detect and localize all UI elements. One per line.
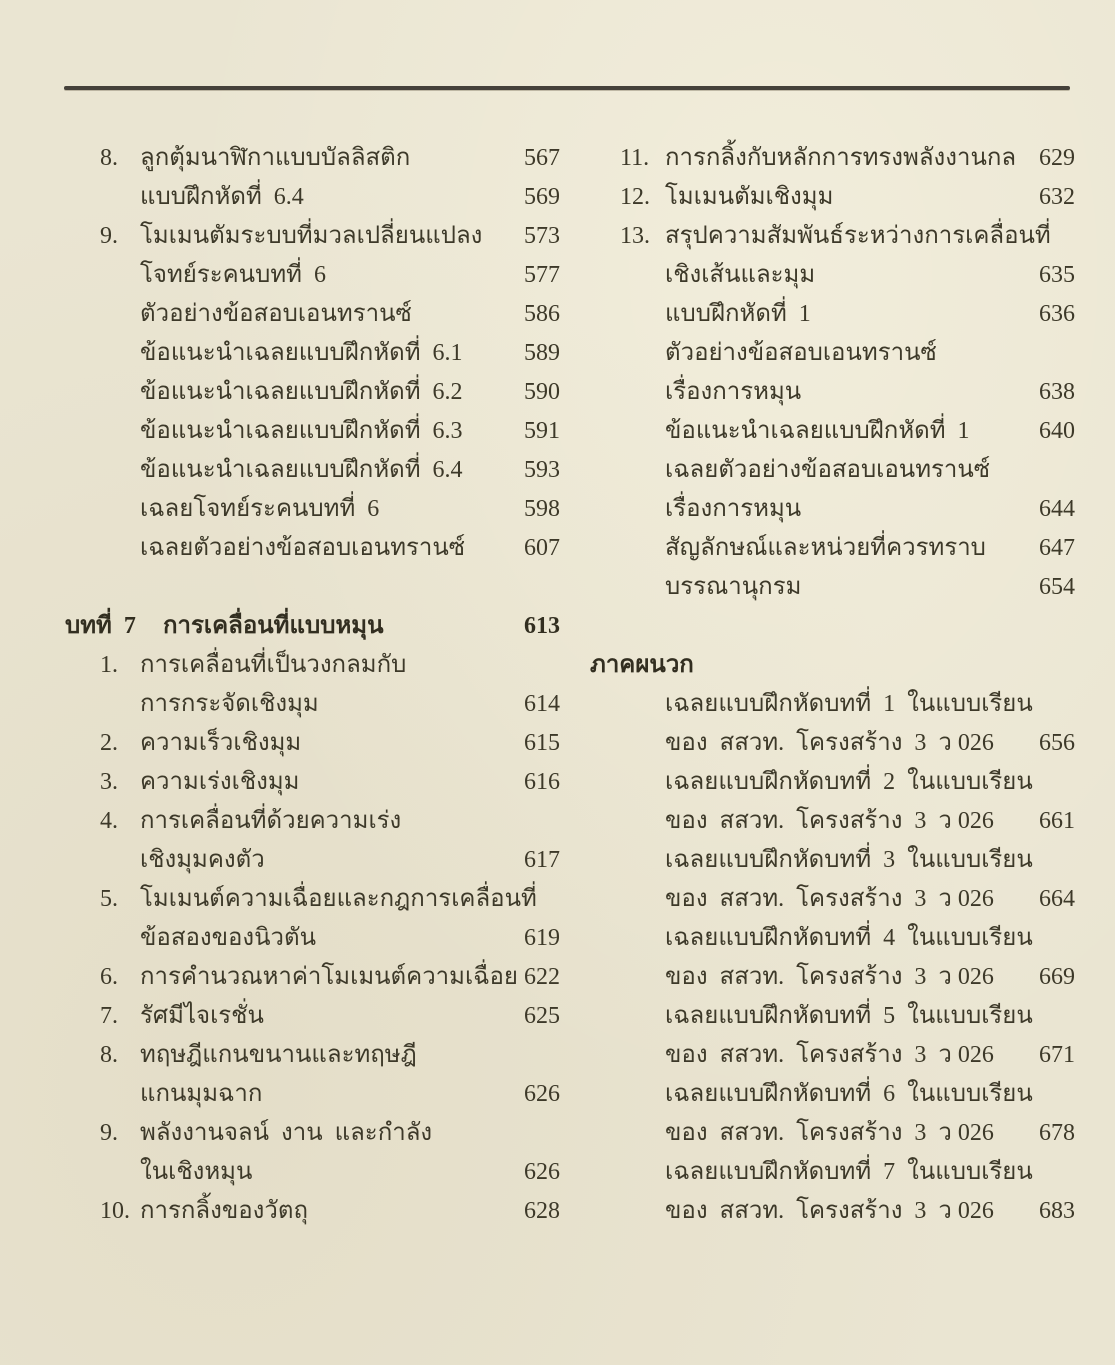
toc-entry-row (65, 1193, 560, 1232)
entry-title: ข้อแนะนำเฉลยแบบฝึกหัดที่ 6.3 (140, 418, 463, 444)
entry-title: สัญลักษณ์และหน่วยที่ควรทราบ (665, 535, 986, 561)
entry-page-number: 589 (524, 340, 560, 366)
toc-entry-row (65, 998, 560, 1037)
entry-title: เชิงมุมคงตัว (140, 847, 265, 873)
toc-entry-row (65, 257, 560, 296)
entry-page-number: 617 (524, 847, 560, 873)
entry-title: แบบฝึกหัดที่ 1 (665, 301, 811, 327)
entry-title: การเคลื่อนที่ด้วยความเร่ง (140, 808, 402, 834)
entry-page-number: 671 (1039, 1042, 1075, 1068)
entry-title: โจทย์ระคนบทที่ 6 (140, 262, 326, 288)
entry-title: แบบฝึกหัดที่ 6.4 (140, 184, 304, 210)
toc-entry-row (590, 179, 1075, 218)
entry-title: รัศมีไจเรชั่น (140, 1003, 264, 1029)
entry-title: ความเร่งเชิงมุม (140, 769, 300, 795)
entry-page-number: 656 (1039, 730, 1075, 756)
entry-title: ข้อแนะนำเฉลยแบบฝึกหัดที่ 6.1 (140, 340, 463, 366)
toc-entry-row (590, 257, 1075, 296)
toc-entry-row (590, 764, 1075, 803)
toc-entry-row (65, 218, 560, 257)
entry-page-number: 590 (524, 379, 560, 405)
toc-entry-row (590, 920, 1075, 959)
entry-title: ข้อสองของนิวตัน (140, 925, 317, 951)
entry-page-number: 640 (1039, 418, 1075, 444)
toc-entry-row (65, 530, 560, 569)
entry-number: 6. (100, 964, 118, 990)
entry-page-number: 586 (524, 301, 560, 327)
entry-number: 8. (100, 145, 118, 171)
entry-title: ของ สสวท. โครงสร้าง 3 ว 026 (665, 1120, 994, 1146)
entry-page-number: 593 (524, 457, 560, 483)
entry-page-number: 638 (1039, 379, 1075, 405)
entry-page-number: 636 (1039, 301, 1075, 327)
entry-page-number: 591 (524, 418, 560, 444)
entry-title: การกลิ้งของวัตถุ (140, 1198, 308, 1224)
chapter-label: บทที่ 7 (65, 613, 136, 639)
toc-entry-row (65, 1037, 560, 1076)
toc-entry-row (65, 959, 560, 998)
toc-entry-row (65, 1115, 560, 1154)
entry-title: โมเมนต์ความเฉื่อยและกฎการเคลื่อนที่ (140, 886, 537, 912)
entry-title: ความเร็วเชิงมุม (140, 730, 302, 756)
entry-title: โมเมนตัมเชิงมุม (665, 184, 834, 210)
toc-entry-row (65, 1076, 560, 1115)
entry-page-number: 613 (524, 613, 560, 639)
entry-number: 7. (100, 1003, 118, 1029)
chapter-heading-row (65, 608, 560, 647)
entry-title: เฉลยแบบฝึกหัดบทที่ 3 ในแบบเรียน (665, 847, 1033, 873)
entry-title: เฉลยแบบฝึกหัดบทที่ 5 ในแบบเรียน (665, 1003, 1033, 1029)
entry-number: 3. (100, 769, 118, 795)
entry-page-number: 629 (1039, 145, 1075, 171)
entry-page-number: 607 (524, 535, 560, 561)
entry-title: การเคลื่อนที่เป็นวงกลมกับ (140, 652, 407, 678)
entry-page-number: 573 (524, 223, 560, 249)
toc-entry-row (590, 1076, 1075, 1115)
entry-title: ข้อแนะนำเฉลยแบบฝึกหัดที่ 1 (665, 418, 970, 444)
entry-page-number: 661 (1039, 808, 1075, 834)
entry-title: บรรณานุกรม (665, 574, 802, 600)
entry-title: การคำนวณหาค่าโมเมนต์ความเฉื่อย (140, 964, 518, 990)
entry-number: 4. (100, 808, 118, 834)
entry-page-number: 619 (524, 925, 560, 951)
entry-page-number: 644 (1039, 496, 1075, 522)
entry-title: ข้อแนะนำเฉลยแบบฝึกหัดที่ 6.4 (140, 457, 463, 483)
header-rule (64, 86, 1070, 90)
toc-entry-row (65, 179, 560, 218)
toc-entry-row (65, 803, 560, 842)
toc-entry-row (590, 725, 1075, 764)
entry-number: 13. (620, 223, 650, 249)
entry-page-number: 683 (1039, 1198, 1075, 1224)
toc-entry-row (590, 335, 1075, 374)
entry-page-number: 626 (524, 1081, 560, 1107)
toc-entry-row (65, 413, 560, 452)
entry-page-number: 616 (524, 769, 560, 795)
entry-title: ของ สสวท. โครงสร้าง 3 ว 026 (665, 808, 994, 834)
entry-title: เฉลยตัวอย่างข้อสอบเอนทรานซ์ (665, 457, 991, 483)
entry-page-number: 669 (1039, 964, 1075, 990)
toc-entry-row (590, 842, 1075, 881)
toc-entry-row (65, 296, 560, 335)
entry-number: 9. (100, 1120, 118, 1146)
spacer-row (590, 608, 1075, 647)
entry-title: สรุปความสัมพันธ์ระหว่างการเคลื่อนที่ (665, 223, 1051, 249)
entry-title: ข้อแนะนำเฉลยแบบฝึกหัดที่ 6.2 (140, 379, 463, 405)
entry-page-number: 577 (524, 262, 560, 288)
spacer-row (65, 569, 560, 608)
entry-page-number: 632 (1039, 184, 1075, 210)
entry-page-number: 654 (1039, 574, 1075, 600)
entry-number: 5. (100, 886, 118, 912)
entry-page-number: 626 (524, 1159, 560, 1185)
entry-title: การกลิ้งกับหลักการทรงพลังงานกล (665, 145, 1017, 171)
toc-entry-row (590, 140, 1075, 179)
entry-title: ลูกตุ้มนาฬิกาแบบบัลลิสติก (140, 145, 411, 171)
toc-entry-row (65, 1154, 560, 1193)
entry-title: เฉลยแบบฝึกหัดบทที่ 4 ในแบบเรียน (665, 925, 1033, 951)
entry-title: เฉลยแบบฝึกหัดบทที่ 6 ในแบบเรียน (665, 1081, 1033, 1107)
entry-number: 1. (100, 652, 118, 678)
toc-entry-row (590, 413, 1075, 452)
entry-title: ในเชิงหมุน (140, 1159, 253, 1185)
entry-page-number: 569 (524, 184, 560, 210)
entry-page-number: 678 (1039, 1120, 1075, 1146)
entry-number: 9. (100, 223, 118, 249)
entry-page-number: 567 (524, 145, 560, 171)
toc-right-column (590, 140, 1075, 1232)
toc-entry-row (590, 530, 1075, 569)
entry-title: พลังงานจลน์ งาน และกำลัง (140, 1120, 433, 1146)
entry-title: เฉลยแบบฝึกหัดบทที่ 1 ในแบบเรียน (665, 691, 1033, 717)
toc-entry-row (590, 998, 1075, 1037)
toc-entry-row (590, 1115, 1075, 1154)
entry-page-number: 625 (524, 1003, 560, 1029)
toc-entry-row (590, 1193, 1075, 1232)
toc-entry-row (590, 1154, 1075, 1193)
entry-page-number: 664 (1039, 886, 1075, 912)
entry-title: ของ สสวท. โครงสร้าง 3 ว 026 (665, 886, 994, 912)
entry-page-number: 614 (524, 691, 560, 717)
entry-number: 8. (100, 1042, 118, 1068)
entry-title: ทฤษฎีแกนขนานและทฤษฎี (140, 1042, 417, 1068)
entry-title: เรื่องการหมุน (665, 496, 802, 522)
entry-page-number: 635 (1039, 262, 1075, 288)
toc-entry-row (65, 764, 560, 803)
toc-entry-row (590, 686, 1075, 725)
entry-title: แกนมุมฉาก (140, 1081, 263, 1107)
toc-entry-row (590, 569, 1075, 608)
entry-title: ของ สสวท. โครงสร้าง 3 ว 026 (665, 1042, 994, 1068)
entry-title: โมเมนตัมระบบที่มวลเปลี่ยนแปลง (140, 223, 483, 249)
entry-page-number: 647 (1039, 535, 1075, 561)
toc-entry-row (65, 920, 560, 959)
toc-entry-row (65, 842, 560, 881)
toc-entry-row (590, 218, 1075, 257)
toc-entry-row (65, 335, 560, 374)
toc-entry-row (590, 374, 1075, 413)
toc-entry-row (65, 647, 560, 686)
entry-title: เฉลยแบบฝึกหัดบทที่ 7 ในแบบเรียน (665, 1159, 1033, 1185)
entry-page-number: 628 (524, 1198, 560, 1224)
toc-entry-row (590, 452, 1075, 491)
entry-page-number: 598 (524, 496, 560, 522)
toc-entry-row (590, 296, 1075, 335)
entry-number: 10. (100, 1198, 130, 1224)
toc-left-column (65, 140, 560, 1232)
toc-entry-row (65, 491, 560, 530)
entry-page-number: 615 (524, 730, 560, 756)
toc-entry-row (65, 374, 560, 413)
toc-entry-row (65, 881, 560, 920)
toc-entry-row (590, 881, 1075, 920)
entry-title: เฉลยโจทย์ระคนบทที่ 6 (140, 496, 380, 522)
entry-number: 11. (620, 145, 650, 171)
entry-title: การเคลื่อนที่แบบหมุน (163, 613, 384, 639)
toc-entry-row (65, 725, 560, 764)
entry-title: ของ สสวท. โครงสร้าง 3 ว 026 (665, 730, 994, 756)
entry-title: เรื่องการหมุน (665, 379, 802, 405)
entry-page-number: 622 (524, 964, 560, 990)
toc-entry-row (65, 140, 560, 179)
entry-number: 12. (620, 184, 650, 210)
entry-title: เชิงเส้นและมุม (665, 262, 816, 288)
entry-title: ของ สสวท. โครงสร้าง 3 ว 026 (665, 1198, 994, 1224)
toc-entry-row (65, 686, 560, 725)
toc-entry-row (590, 803, 1075, 842)
entry-title: ของ สสวท. โครงสร้าง 3 ว 026 (665, 964, 994, 990)
toc-entry-row (65, 452, 560, 491)
entry-title: เฉลยตัวอย่างข้อสอบเอนทรานซ์ (140, 535, 466, 561)
entry-title: การกระจัดเชิงมุม (140, 691, 319, 717)
entry-title: เฉลยแบบฝึกหัดบทที่ 2 ในแบบเรียน (665, 769, 1033, 795)
toc-entry-row (590, 959, 1075, 998)
entry-title: ตัวอย่างข้อสอบเอนทรานซ์ (665, 340, 937, 366)
section-heading-row (590, 647, 1075, 686)
entry-title: ตัวอย่างข้อสอบเอนทรานซ์ (140, 301, 412, 327)
toc-entry-row (590, 491, 1075, 530)
entry-number: 2. (100, 730, 118, 756)
entry-title: ภาคผนวก (590, 652, 694, 678)
toc-entry-row (590, 1037, 1075, 1076)
